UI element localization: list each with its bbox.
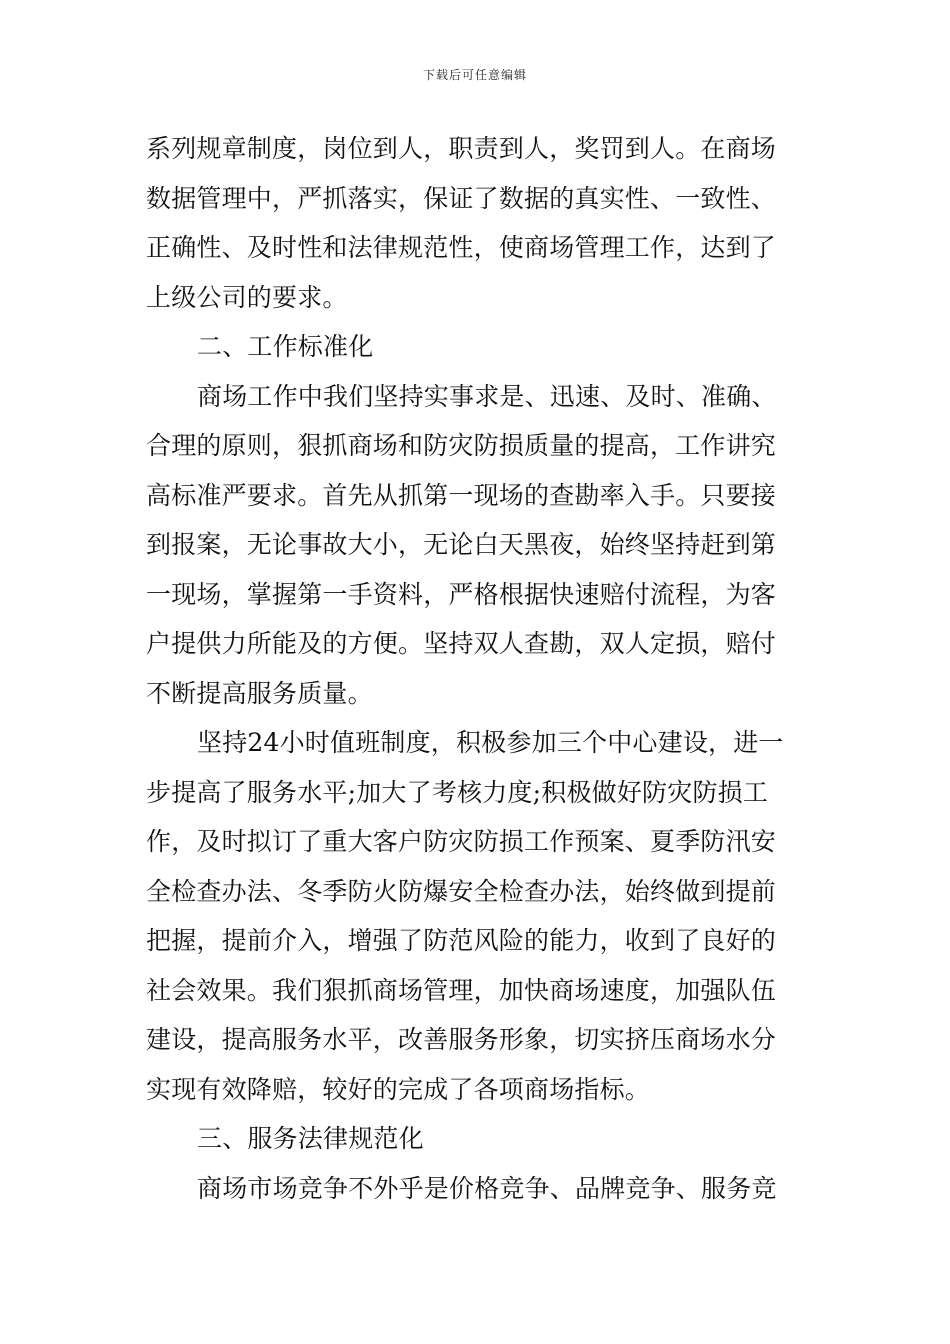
section-heading: 三、服务法律规范化 bbox=[197, 1124, 424, 1153]
text-line: 不断提高服务质量。 bbox=[146, 678, 373, 708]
text-line: 坚持24小时值班制度，积极参加三个中心建设，进一 bbox=[197, 728, 784, 757]
text-line: 正确性、及时性和法律规范性，使商场管理工作，达到了 bbox=[146, 233, 777, 262]
text-line: 一现场，掌握第一手资料，严格根据快速赔付流程，为客 bbox=[146, 579, 777, 609]
text-line: 商场工作中我们坚持实事求是、迅速、及时、准确、 bbox=[197, 381, 777, 411]
text-line: 合理的原则，狠抓商场和防灾防损质量的提高，工作讲究 bbox=[146, 431, 777, 460]
section-heading: 二、工作标准化 bbox=[197, 332, 374, 361]
text-line: 建设，提高服务水平，改善服务形象，切实挤压商场水分 bbox=[146, 1025, 777, 1054]
text-line: 社会效果。我们狠抓商场管理，加快商场速度，加强队伍 bbox=[146, 975, 777, 1005]
text-line: 全检查办法、冬季防火防爆安全检查办法，始终做到提前 bbox=[146, 876, 777, 906]
page-header-note: 下载后可任意编辑 bbox=[422, 68, 527, 82]
text-line: 步提高了服务水平;加大了考核力度;积极做好防灾防损工 bbox=[146, 777, 769, 807]
text-line: 高标准严要求。首先从抓第一现场的查勘率入手。只要接 bbox=[146, 480, 777, 510]
text-line: 把握，提前介入，增强了防范风险的能力，收到了良好的 bbox=[146, 926, 777, 955]
text-line: 户提供力所能及的方便。坚持双人查勘，双人定损，赔付 bbox=[146, 629, 777, 658]
text-line: 系列规章制度，岗位到人，职责到人，奖罚到人。在商场 bbox=[146, 134, 777, 163]
text-line: 数据管理中，严抓落实，保证了数据的真实性、一致性、 bbox=[146, 183, 777, 213]
text-line: 上级公司的要求。 bbox=[146, 282, 348, 312]
text-line: 作，及时拟订了重大客户防灾防损工作预案、夏季防汛安 bbox=[146, 827, 777, 856]
text-line: 商场市场竞争不外乎是价格竞争、品牌竞争、服务竞 bbox=[197, 1173, 777, 1203]
document-body bbox=[146, 124, 816, 1213]
text-line: 到报案，无论事故大小，无论白天黑夜，始终坚持赶到第 bbox=[146, 530, 777, 559]
text-line: 实现有效降赔，较好的完成了各项商场指标。 bbox=[146, 1074, 651, 1104]
